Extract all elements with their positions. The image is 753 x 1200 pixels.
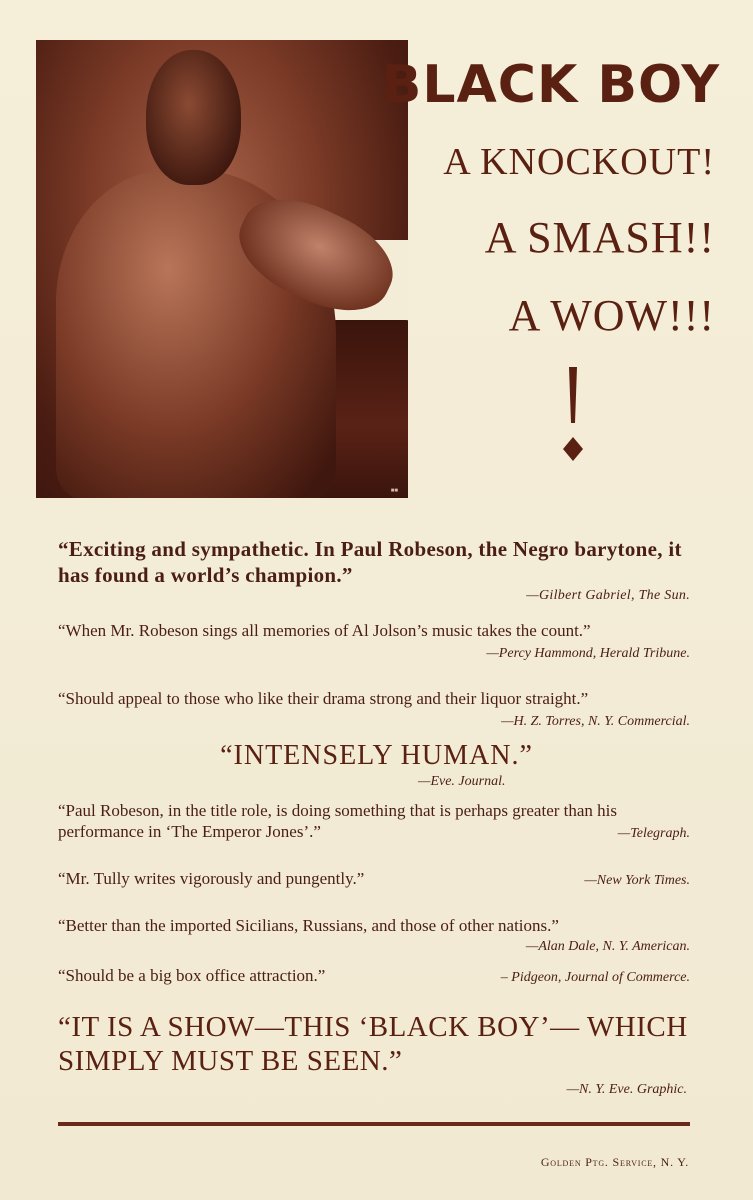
- quote-text: “Should appeal to those who like their drama strong and their liquor straight.”: [58, 689, 589, 708]
- quote-text: “Should be a big box office attraction.”: [58, 966, 326, 985]
- photo-mark: ■■: [390, 488, 398, 494]
- quote-gabriel: [58, 536, 690, 604]
- exclamation-mark-icon: [555, 365, 591, 465]
- quote-source: —Percy Hammond, Herald Tribune.: [486, 646, 690, 661]
- quote-source: – Pidgeon, Journal of Commerce.: [500, 970, 690, 985]
- quote-source: —Alan Dale, N. Y. American.: [525, 939, 690, 954]
- quote-pidgeon: [58, 965, 690, 988]
- headline-wow: A WOW!!!: [508, 291, 715, 340]
- quote-text: “Paul Robeson, in the title role, is doing something that is perhaps greater than his performance in ‘The Emperor Jones’.”: [58, 801, 618, 841]
- quote-source: —Gilbert Gabriel, The Sun.: [526, 588, 690, 603]
- quote-dale: [58, 915, 690, 957]
- quote-source: —H. Z. Torres, N. Y. Commercial.: [501, 714, 690, 729]
- quote-telegraph: [58, 800, 690, 844]
- headline-knockout: A KNOCKOUT!: [443, 141, 715, 183]
- quote-torres: [58, 688, 690, 732]
- quote-text: “When Mr. Robeson sings all memories of Al Jolson’s music takes the count.”: [58, 621, 591, 640]
- quote-text: “Exciting and sympathetic. In Paul Robeson, the Negro barytone, it has found a world’s champion.”: [58, 537, 682, 587]
- final-quote: “IT IS A SHOW—THIS ‘BLACK BOY’— WHICH SIMPLY MUST BE SEEN.”: [58, 1011, 688, 1077]
- quote-text: “Mr. Tully writes vigorously and pungently.”: [58, 869, 365, 888]
- quote-source: —New York Times.: [584, 873, 690, 888]
- quote-text: “Better than the imported Sicilians, Russians, and those of other nations.”: [58, 916, 559, 935]
- quote-times: [58, 868, 690, 891]
- final-quote-source: —N. Y. Eve. Graphic.: [566, 1082, 687, 1097]
- quote-source: —Telegraph.: [617, 826, 690, 841]
- poster-title: BLACK BOY: [381, 55, 720, 115]
- quote-intensely-human: “INTENSELY HUMAN.”: [220, 740, 533, 771]
- quote-source-journal: —Eve. Journal.: [418, 774, 506, 789]
- divider-rule: [58, 1122, 690, 1126]
- printer-credit: Golden Ptg. Service, N. Y.: [540, 1155, 689, 1169]
- photo-head: [146, 50, 241, 185]
- quote-hammond: [58, 620, 690, 664]
- headline-smash: A SMASH!!: [484, 213, 715, 262]
